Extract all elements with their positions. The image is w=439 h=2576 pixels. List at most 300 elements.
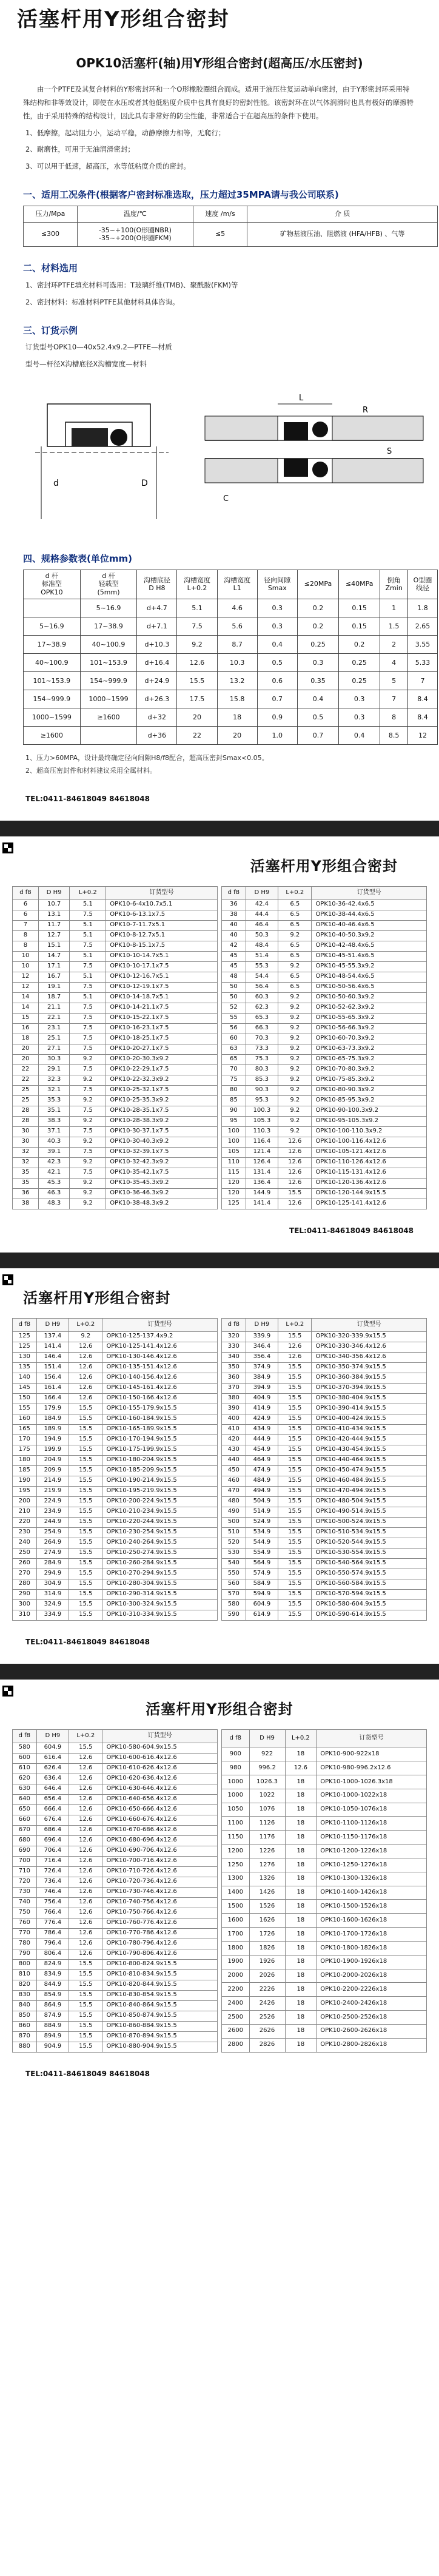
- size-cell: 110: [222, 1157, 246, 1168]
- order-code-cell: OPK10-1150-1176x18: [317, 1831, 427, 1845]
- notes: [25, 752, 414, 778]
- size-cell: 604.9: [36, 1743, 69, 1753]
- size-cell: 131.4: [246, 1168, 278, 1178]
- size-header-cell: D H9: [38, 886, 70, 900]
- size-cell: 15.5: [278, 1393, 312, 1404]
- size-cell: 9.2: [278, 1044, 312, 1054]
- size-cell: 9.2: [278, 1126, 312, 1137]
- order-code-cell: OPK10-30-40.3x9.2: [106, 1137, 218, 1147]
- table-row: [13, 1434, 218, 1445]
- size-cell: 125: [13, 1331, 37, 1342]
- size-cell: 2826: [249, 2038, 285, 2052]
- size-cell: 19.1: [38, 982, 70, 992]
- order-code-cell: OPK10-100-116.4x12.6: [312, 1137, 427, 1147]
- size-cell: 574.9: [246, 1569, 278, 1579]
- dim-cell: 15.8: [217, 690, 257, 708]
- table-row: [13, 1918, 218, 1928]
- size-cell: 15.5: [69, 1558, 102, 1569]
- size-cell: 510: [222, 1527, 246, 1538]
- size-cell: 63: [222, 1044, 246, 1054]
- size-cell: 540: [222, 1558, 246, 1569]
- size-cell: 12.6: [278, 1342, 312, 1352]
- size-cell: 135: [13, 1362, 37, 1373]
- order-code-cell: OPK10-450-474.9x15.5: [312, 1465, 427, 1476]
- size-cell: 209.9: [36, 1465, 69, 1476]
- size-cell: 15.5: [69, 1743, 102, 1753]
- size-cell: 339.9: [246, 1331, 278, 1342]
- size-cell: 15.5: [278, 1527, 312, 1538]
- table-row: [13, 1404, 218, 1414]
- order-code-cell: OPK10-85-95.3x9.2: [312, 1095, 427, 1106]
- size-cell: 844.9: [36, 1980, 69, 1990]
- dim-cell: d+7.1: [137, 617, 177, 635]
- size-cell: 750: [13, 1908, 37, 1918]
- table-row: [222, 930, 427, 941]
- size-cell: 18: [285, 2038, 317, 2052]
- dim-cell: 0.2: [339, 635, 380, 653]
- order-code-cell: OPK10-32-39.1x7.5: [106, 1147, 218, 1157]
- size-cell: 15.5: [278, 1404, 312, 1414]
- order-code-cell: OPK10-65-75.3x9.2: [312, 1054, 427, 1064]
- size-cell: 141.4: [246, 1199, 278, 1209]
- cond-speed: ≤5: [193, 222, 247, 247]
- size-cell: 55: [222, 1013, 246, 1023]
- size-cell: 620: [13, 1774, 37, 1784]
- size-cell: 15.5: [278, 1517, 312, 1527]
- size-cell: 464.9: [246, 1455, 278, 1465]
- table-row: [222, 910, 427, 920]
- table-row: [222, 1085, 427, 1095]
- size-cell: 706.4: [36, 1846, 69, 1856]
- dim-cell: 0.2: [297, 617, 338, 635]
- order-code-cell: OPK10-190-214.9x15.5: [102, 1476, 218, 1486]
- dim-cell: 5.1: [177, 599, 217, 617]
- size-cell: 614.9: [246, 1610, 278, 1620]
- order-code-cell: OPK10-900-922x18: [317, 1747, 427, 1761]
- dim-cell: 154~999.9: [80, 671, 137, 690]
- size-cell: 10: [13, 951, 39, 961]
- size-cell: 16.7: [38, 972, 70, 982]
- table-row: [222, 1095, 427, 1106]
- size-cell: 996.2: [249, 1761, 285, 1775]
- size-cell: 175: [13, 1445, 37, 1455]
- size-cell: 15.5: [69, 1465, 102, 1476]
- size-cell: 12: [13, 972, 39, 982]
- order-code-cell: OPK10-14-18.7x5.1: [106, 992, 218, 1003]
- size-cell: 790: [13, 1949, 37, 1959]
- order-code-cell: OPK10-730-746.4x12.6: [102, 1887, 218, 1897]
- size-cell: 15.5: [278, 1414, 312, 1424]
- table-row: [222, 1157, 427, 1168]
- dim-cell: ≥1600: [24, 726, 81, 744]
- table-row: [13, 1835, 218, 1846]
- size-cell: 199.9: [36, 1445, 69, 1455]
- dimension-table: [23, 570, 438, 745]
- size-cell: 29.1: [38, 1064, 70, 1075]
- size-cell: 1200: [222, 1845, 250, 1858]
- dim-cell: 0.5: [297, 708, 338, 726]
- table-row: [222, 920, 427, 930]
- table-row: [222, 1789, 427, 1803]
- size-cell: 630: [13, 1784, 37, 1794]
- size-cell: 15.5: [278, 1188, 312, 1199]
- table-row: [222, 1455, 427, 1465]
- size-cell: 60.3: [246, 992, 278, 1003]
- order-code-cell: OPK10-115-131.4x12.6: [312, 1168, 427, 1178]
- size-cell: 9.2: [278, 1023, 312, 1034]
- size-cell: 374.9: [246, 1362, 278, 1373]
- size-header-cell: d f8: [222, 1318, 246, 1331]
- size-cell: 660: [13, 1815, 37, 1825]
- contact-tel: TEL:0411-84618049 84618048: [25, 794, 150, 803]
- size-cell: 25: [13, 1085, 39, 1095]
- table-row: [222, 1747, 427, 1761]
- feature-item: 2、耐磨性，可用于无油润滑密封；: [25, 145, 135, 154]
- size-cell: 500: [222, 1517, 246, 1527]
- size-cell: 45: [222, 961, 246, 972]
- table-row: [13, 1990, 218, 2000]
- table-row: [13, 982, 218, 992]
- order-code-cell: OPK10-1800-1826x18: [317, 1941, 427, 1955]
- order-code-cell: OPK10-470-494.9x15.5: [312, 1486, 427, 1496]
- groove-drawing-svg: [23, 380, 438, 537]
- size-cell: 40.3: [38, 1137, 70, 1147]
- size-cell: 6: [13, 910, 39, 920]
- dim-cell: 22: [177, 726, 217, 744]
- size-cell: 12.6: [69, 1393, 102, 1404]
- size-cell: 15.5: [278, 1538, 312, 1548]
- size-cell: 12.6: [69, 1774, 102, 1784]
- size-cell: 1226: [249, 1845, 285, 1858]
- size-cell: 15.5: [69, 1486, 102, 1496]
- size-cell: 700: [13, 1856, 37, 1866]
- size-cell: 18.7: [38, 992, 70, 1003]
- size-cell: 18: [285, 1775, 317, 1789]
- size-cell: 18: [285, 1789, 317, 1803]
- size-cell: 9.2: [278, 1095, 312, 1106]
- sheet-title: 活塞杆用Y形组合密封: [250, 857, 398, 875]
- size-cell: 616.4: [36, 1753, 69, 1763]
- size-cell: 9.2: [278, 1013, 312, 1023]
- table-row: [13, 1126, 218, 1137]
- order-code-cell: OPK10-480-504.9x15.5: [312, 1496, 427, 1507]
- table-row: [13, 1455, 218, 1465]
- size-cell: 390: [222, 1404, 246, 1414]
- size-cell: 54.4: [246, 972, 278, 982]
- table-row: [13, 1085, 218, 1095]
- order-code-cell: OPK10-830-854.9x15.5: [102, 1990, 218, 2000]
- section-materials-title: 二、材料选用: [23, 263, 78, 274]
- cond-pressure: ≤300: [24, 222, 78, 247]
- size-cell: 21.1: [38, 1003, 70, 1013]
- dim-cell: 8.4: [408, 708, 438, 726]
- dim-cell: 0.25: [297, 635, 338, 653]
- table-row: [222, 1445, 427, 1455]
- order-code-cell: OPK10-10-14.7x5.1: [106, 951, 218, 961]
- size-cell: 12.6: [285, 1761, 317, 1775]
- size-cell: 420: [222, 1434, 246, 1445]
- sheet-contact-tel: TEL:0411-84618049 84618048: [25, 2069, 150, 2078]
- order-code-cell: OPK10-270-294.9x15.5: [102, 1569, 218, 1579]
- size-cell: 100.3: [246, 1106, 278, 1116]
- order-code-cell: OPK10-500-524.9x15.5: [312, 1517, 427, 1527]
- table-row: [222, 2024, 427, 2038]
- table-row: [222, 1476, 427, 1486]
- size-cell: 756.4: [36, 1897, 69, 1908]
- size-cell: 15.5: [278, 1383, 312, 1393]
- table-row: [222, 1817, 427, 1831]
- size-cell: 12.6: [69, 1918, 102, 1928]
- size-header-cell: 订货型号: [312, 1318, 427, 1331]
- table-row: [13, 1866, 218, 1877]
- size-header-cell: D H9: [246, 1318, 278, 1331]
- table-row: [222, 1137, 427, 1147]
- size-cell: 15.5: [278, 1424, 312, 1434]
- size-cell: 37.1: [38, 1126, 70, 1137]
- table-row: [13, 1095, 218, 1106]
- order-code-cell: OPK10-140-156.4x12.6: [102, 1373, 218, 1383]
- size-cell: 179.9: [36, 1404, 69, 1414]
- size-cell: 12.6: [69, 1794, 102, 1804]
- dim-cell: d+10.3: [137, 635, 177, 653]
- size-cell: 666.4: [36, 1804, 69, 1815]
- size-cell: 15.5: [278, 1486, 312, 1496]
- size-cell: 6.5: [278, 900, 312, 910]
- size-cell: 330: [222, 1342, 246, 1352]
- dim-cell: 0.3: [257, 599, 297, 617]
- size-cell: 454.9: [246, 1445, 278, 1455]
- order-code-cell: OPK10-1400-1426x18: [317, 1886, 427, 1900]
- size-cell: 394.9: [246, 1383, 278, 1393]
- size-cell: 10.7: [38, 900, 70, 910]
- size-cell: 9.2: [278, 1034, 312, 1044]
- table-row: [222, 1013, 427, 1023]
- size-cell: 284.9: [36, 1558, 69, 1569]
- table-row: [13, 2031, 218, 2042]
- size-cell: 95.3: [246, 1095, 278, 1106]
- table-row: [222, 900, 427, 910]
- order-code-cell: OPK10-1000-1022x18: [317, 1789, 427, 1803]
- dim-cell: 7: [380, 690, 408, 708]
- size-cell: 15.5: [278, 1331, 312, 1342]
- size-cell: 314.9: [36, 1589, 69, 1599]
- dim-header-cell: 倒角 Zmin: [380, 570, 408, 599]
- table-row: [222, 1424, 427, 1434]
- table-row: [13, 1763, 218, 1774]
- order-code-cell: OPK10-36-46.3x9.2: [106, 1188, 218, 1199]
- order-code-cell: OPK10-870-894.9x15.5: [102, 2031, 218, 2042]
- size-cell: 726.4: [36, 1866, 69, 1877]
- dim-cell: 2: [380, 635, 408, 653]
- size-cell: 636.4: [36, 1774, 69, 1784]
- table-row: [222, 1188, 427, 1199]
- size-cell: 370: [222, 1383, 246, 1393]
- order-code-cell: OPK10-35-45.3x9.2: [106, 1178, 218, 1188]
- size-cell: 39.1: [38, 1147, 70, 1157]
- size-cell: 874.9: [36, 2011, 69, 2021]
- size-cell: 580: [13, 1743, 37, 1753]
- size-cell: 1300: [222, 1872, 250, 1886]
- size-cell: 9.2: [278, 1106, 312, 1116]
- size-cell: 340: [222, 1352, 246, 1362]
- table-row: [13, 1383, 218, 1393]
- size-cell: 8: [13, 930, 39, 941]
- sheet-band: [0, 1253, 439, 1268]
- table-row: [222, 1331, 427, 1342]
- size-cell: 7: [13, 920, 39, 930]
- table-row: [13, 920, 218, 930]
- dim-cell: 0.4: [297, 690, 338, 708]
- size-cell: 680: [13, 1835, 37, 1846]
- size-cell: 12.6: [69, 1763, 102, 1774]
- order-code-cell: OPK10-370-394.9x15.5: [312, 1383, 427, 1393]
- size-cell: 12.6: [278, 1147, 312, 1157]
- size-cell: 12.6: [278, 1352, 312, 1362]
- size-cell: 12.7: [38, 930, 70, 941]
- size-cell: 15.5: [278, 1507, 312, 1517]
- order-code-cell: OPK10-1900-1926x18: [317, 1955, 427, 1969]
- size-cell: 120: [222, 1178, 246, 1188]
- table-row: [13, 961, 218, 972]
- order-code-cell: OPK10-540-564.9x15.5: [312, 1558, 427, 1569]
- dim-cell: d+4.7: [137, 599, 177, 617]
- size-cell: 185: [13, 1465, 37, 1476]
- size-cell: 189.9: [36, 1424, 69, 1434]
- size-cell: 214.9: [36, 1476, 69, 1486]
- size-cell: 656.4: [36, 1794, 69, 1804]
- size-cell: 9.2: [70, 1178, 106, 1188]
- size-cell: 5.1: [70, 992, 106, 1003]
- size-cell: 1326: [249, 1872, 285, 1886]
- order-code-cell: OPK10-820-844.9x15.5: [102, 1980, 218, 1990]
- size-cell: 15.5: [69, 1980, 102, 1990]
- size-cell: 470: [222, 1486, 246, 1496]
- dim-header-cell: 径向间隙 Smax: [257, 570, 297, 599]
- size-cell: 460: [222, 1476, 246, 1486]
- table-row: [13, 1414, 218, 1424]
- table-row: [13, 1044, 218, 1054]
- table-row: [222, 1023, 427, 1034]
- size-cell: 244.9: [36, 1517, 69, 1527]
- size-cell: 184.9: [36, 1414, 69, 1424]
- size-cell: 65.3: [246, 1013, 278, 1023]
- size-cell: 15.5: [69, 2042, 102, 2052]
- table-row: [13, 1887, 218, 1897]
- size-cell: 46.4: [246, 920, 278, 930]
- size-cell: 95: [222, 1116, 246, 1126]
- order-code-cell: OPK10-1050-1076x18: [317, 1803, 427, 1817]
- size-cell: 9.2: [70, 1157, 106, 1168]
- table-row: [222, 1383, 427, 1393]
- dim-cell: 2.65: [408, 617, 438, 635]
- order-code-cell: OPK10-2800-2826x18: [317, 2038, 427, 2052]
- size-cell: 484.9: [246, 1476, 278, 1486]
- size-cell: 18: [285, 1928, 317, 1942]
- order-code-cell: OPK10-100-110.3x9.2: [312, 1126, 427, 1137]
- order-code-cell: OPK10-55-65.3x9.2: [312, 1013, 427, 1023]
- dim-cell: 7: [408, 671, 438, 690]
- size-cell: 334.9: [36, 1610, 69, 1620]
- order-code-cell: OPK10-530-554.9x15.5: [312, 1548, 427, 1558]
- size-cell: 260: [13, 1558, 37, 1569]
- size-cell: 1700: [222, 1928, 250, 1942]
- size-header-cell: L+0.2: [285, 1729, 317, 1747]
- size-table-left: [12, 886, 218, 1209]
- size-cell: 7.5: [70, 1168, 106, 1178]
- size-cell: 15.5: [69, 1455, 102, 1465]
- order-code-cell: OPK10-165-189.9x15.5: [102, 1424, 218, 1434]
- size-cell: 12.6: [69, 1897, 102, 1908]
- size-cell: 46.3: [38, 1188, 70, 1199]
- size-cell: 22: [13, 1075, 39, 1085]
- dim-row: [24, 599, 438, 617]
- dim-cell: 0.3: [297, 653, 338, 671]
- size-table-right: [221, 1729, 427, 2053]
- size-cell: 85: [222, 1095, 246, 1106]
- size-cell: 450: [222, 1465, 246, 1476]
- order-code-cell: OPK10-90-100.3x9.2: [312, 1106, 427, 1116]
- order-code-cell: OPK10-410-434.9x15.5: [312, 1424, 427, 1434]
- order-code-cell: OPK10-560-584.9x15.5: [312, 1579, 427, 1589]
- size-cell: 18: [285, 1817, 317, 1831]
- size-cell: 806.4: [36, 1949, 69, 1959]
- size-cell: 570: [222, 1589, 246, 1599]
- dim-header-cell: 沟槽宽度 L+0.2: [177, 570, 217, 599]
- cond-header-medium: 介 质: [247, 206, 438, 222]
- order-code-cell: OPK10-48-54.4x6.5: [312, 972, 427, 982]
- size-cell: 922: [249, 1747, 285, 1761]
- size-cell: 716.4: [36, 1856, 69, 1866]
- cond-temp: -35~+100(O形圈NBR) -35~+200(O形圈FKM): [77, 222, 193, 247]
- order-code-cell: OPK10-1200-1226x18: [317, 1845, 427, 1858]
- size-cell: 12.6: [69, 1866, 102, 1877]
- order-code-cell: OPK10-2500-2526x18: [317, 2011, 427, 2025]
- size-cell: 564.9: [246, 1558, 278, 1569]
- dim-cell: 5: [380, 671, 408, 690]
- size-cell: 7.5: [70, 941, 106, 951]
- size-cell: 796.4: [36, 1939, 69, 1949]
- dim-header-cell: 沟槽宽度 L1: [217, 570, 257, 599]
- size-cell: 560: [222, 1579, 246, 1589]
- table-row: [13, 1157, 218, 1168]
- size-cell: 18: [285, 1900, 317, 1914]
- size-cell: 48.4: [246, 941, 278, 951]
- order-code-cell: OPK10-2200-2226x18: [317, 1983, 427, 1997]
- size-cell: 7.5: [70, 1147, 106, 1157]
- table-row: [13, 1743, 218, 1753]
- order-code-cell: OPK10-1700-1726x18: [317, 1928, 427, 1942]
- order-code-cell: OPK10-130-146.4x12.6: [102, 1352, 218, 1362]
- size-cell: 51.4: [246, 951, 278, 961]
- size-cell: 45: [222, 951, 246, 961]
- order-code-cell: OPK10-10-17.1x7.5: [106, 961, 218, 972]
- order-code-cell: OPK10-1500-1526x18: [317, 1900, 427, 1914]
- size-cell: 18: [285, 1858, 317, 1872]
- size-cell: 70.3: [246, 1034, 278, 1044]
- feature-item: 1、低摩擦，起动阻力小，运动平稳，动静摩擦力相等，无爬行；: [25, 128, 226, 137]
- size-cell: 320: [222, 1331, 246, 1342]
- dim-cell: 8.7: [217, 635, 257, 653]
- size-cell: 254.9: [36, 1527, 69, 1538]
- size-cell: 45.3: [38, 1178, 70, 1188]
- size-cell: 18: [285, 1831, 317, 1845]
- dim-row: [24, 635, 438, 653]
- dim-cell: 1.0: [257, 726, 297, 744]
- size-cell: 6.5: [278, 972, 312, 982]
- size-cell: 15.5: [69, 1527, 102, 1538]
- table-row: [13, 1959, 218, 1969]
- size-cell: 1626: [249, 1914, 285, 1928]
